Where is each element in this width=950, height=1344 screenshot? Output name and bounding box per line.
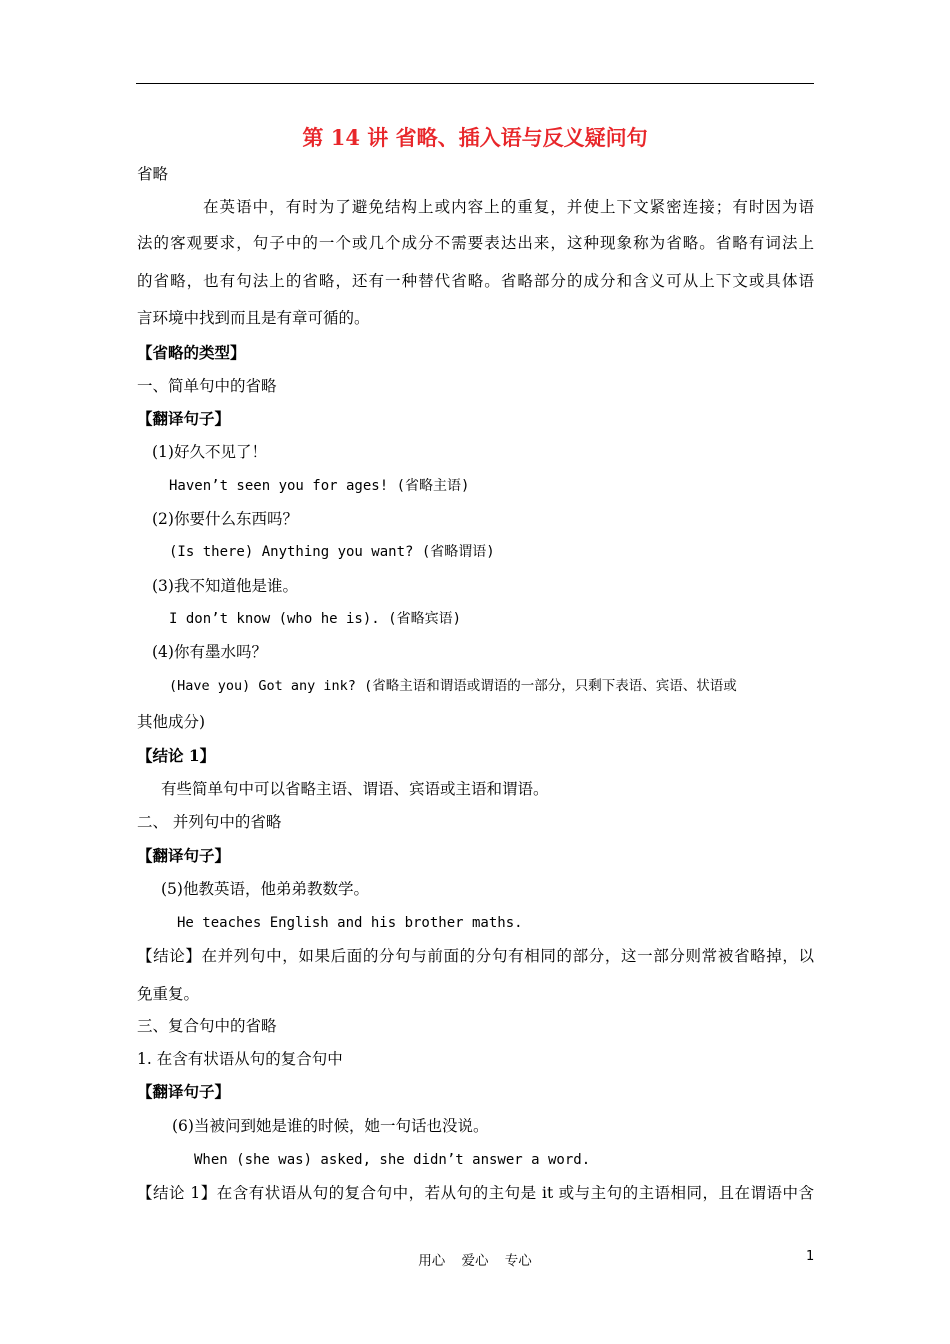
paragraph-line: 的省略，也有句法上的省略，还有一种替代省略。省略部分的成分和含义可从上下文或具体语 bbox=[137, 272, 814, 290]
example-chinese: (1)好久不见了！ bbox=[152, 443, 267, 461]
example-english: Haven’t seen you for ages! (省略主语) bbox=[169, 478, 470, 494]
subheading: 三、复合句中的省略 bbox=[137, 1017, 277, 1035]
subheading: 【翻译句子】 bbox=[137, 409, 231, 428]
example-english: (Have you) Got any ink? (省略主语和谓语或谓语的一部分，只剩下表语、宾语、状语或 bbox=[169, 678, 737, 694]
section-heading: 省略 bbox=[137, 165, 169, 183]
example-english: I don’t know (who he is). (省略宾语) bbox=[169, 611, 462, 627]
paragraph-line: 言环境中找到而且是有章可循的。 bbox=[137, 309, 370, 327]
conclusion-text: 【结论 1】在含有状语从句的复合句中，若从句的主句是 it 或与主句的主语相同，且在谓语中含 bbox=[137, 1184, 814, 1202]
example-chinese: (6)当被问到她是谁的时候，她一句话也没说。 bbox=[172, 1117, 489, 1135]
subheading: 1. 在含有状语从句的复合句中 bbox=[137, 1050, 343, 1068]
conclusion-text: 有些简单句中可以省略主语、谓语、宾语或主语和谓语。 bbox=[161, 780, 549, 798]
page-title: 第 14 讲 省略、插入语与反义疑问句 bbox=[302, 125, 648, 150]
subheading: 二、 并列句中的省略 bbox=[137, 813, 282, 831]
example-chinese: (2)你要什么东西吗？ bbox=[152, 510, 298, 528]
example-english: (Is there) Anything you want? (省略谓语) bbox=[169, 544, 495, 560]
example-chinese: (4)你有墨水吗？ bbox=[152, 643, 267, 661]
paragraph-line: 法的客观要求，句子中的一个或几个成分不需要表达出来，这种现象称为省略。省略有词法上 bbox=[137, 234, 814, 252]
subheading: 【翻译句子】 bbox=[137, 1082, 231, 1101]
subheading: 一、简单句中的省略 bbox=[137, 377, 277, 395]
example-chinese: (5)他教英语，他弟弟教数学。 bbox=[161, 880, 369, 898]
conclusion-text: 【结论】在并列句中，如果后面的分句与前面的分句有相同的部分，这一部分则常被省略掉，以 bbox=[137, 947, 814, 965]
paragraph-line: 在英语中，有时为了避免结构上或内容上的重复，并使上下文紧密连接；有时因为语 bbox=[203, 198, 814, 216]
page-footer: 用心 爱心 专心 bbox=[418, 1253, 532, 1269]
header-rule bbox=[136, 83, 814, 84]
example-chinese: (3)我不知道他是谁。 bbox=[152, 577, 298, 595]
page-number: 1 bbox=[806, 1249, 815, 1264]
example-english: He teaches English and his brother maths. bbox=[177, 915, 523, 931]
subheading: 【翻译句子】 bbox=[137, 846, 231, 865]
subheading: 【结论 1】 bbox=[137, 746, 216, 765]
subheading: 【省略的类型】 bbox=[137, 343, 246, 362]
example-english: When (she was) asked, she didn’t answer a word. bbox=[194, 1152, 591, 1168]
conclusion-text: 免重复。 bbox=[137, 985, 200, 1003]
example-english: 其他成分) bbox=[137, 713, 206, 731]
